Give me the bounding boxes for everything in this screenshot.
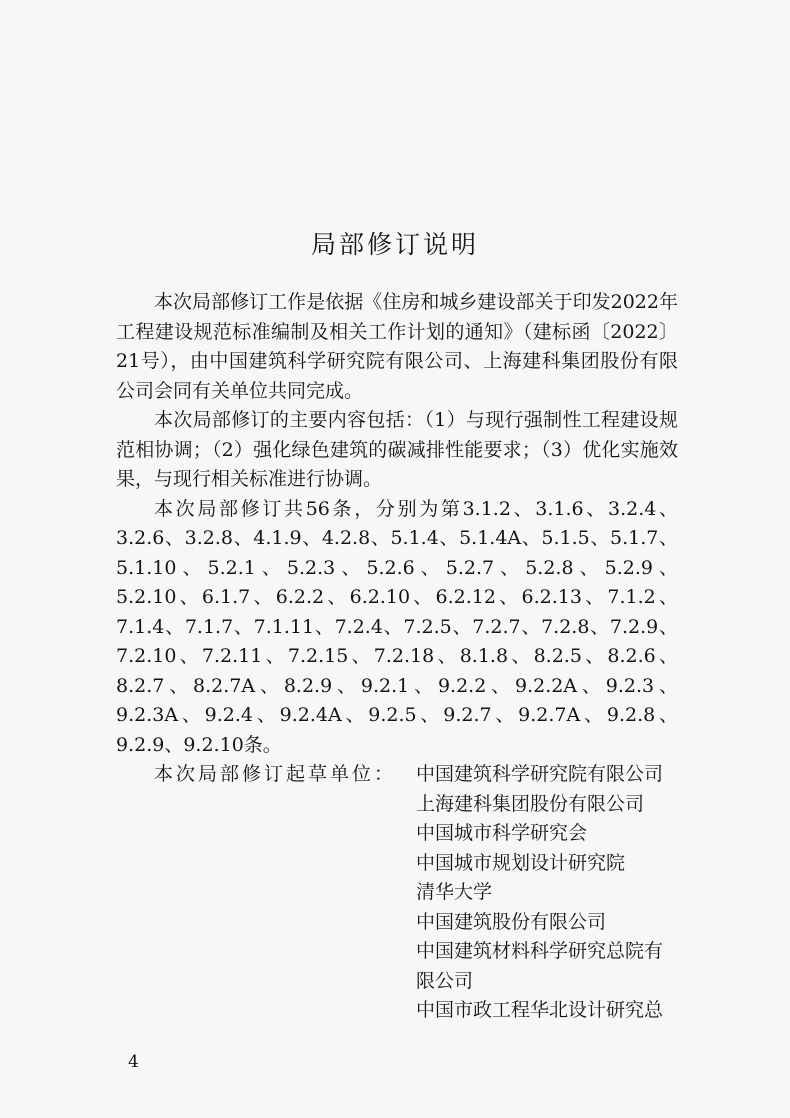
- drafting-unit: 中国城市科学研究会: [416, 822, 588, 844]
- paragraph-basis: 本次局部修订工作是依据《住房和城乡建设部关于印发2022年工程建设规范标准编制及相关工作计划的通知》（建标函〔2022〕21号），由中国建筑科学研究院有限公司、上海建科集团股份有限公司会同有关单位共同完成。: [116, 291, 678, 402]
- drafting-units-list: [416, 760, 678, 1026]
- paragraph-main-content: 本次局部修订的主要内容包括：（1）与现行强制性工程建设规范相协调；（2）强化绿色建筑的碳减排性能要求；（3）优化实施效果，与现行相关标准进行协调。: [116, 409, 678, 490]
- drafting-unit: 清华大学: [416, 881, 493, 903]
- drafting-unit: 中国建筑股份有限公司: [416, 910, 607, 933]
- paragraph-revised-clauses: 本次局部修订共56条，分别为第3.1.2、3.1.6、3.2.4、3.2.6、3.2.8、4.1.9、4.2.8、5.1.4、5.1.4A、5.1.5、5.1.7、5.1.10、5.2.1、5.2.3、5.2.6、5.2.7、5.2.8、5.2.9、5.2.10、6.1.7、6.2.2、6.2.10、6.2.12、6.2.13、7.1.2、7.1.4、7.1.7、7.1.11、7.2.4、7.2.5、7.2.7、7.2.8、7.2.9、7.2.10、7.2.11、7.2.15、7.2.18、8.1.8、8.2.5、8.2.6、8.2.7、8.2.7A、8.2.9、9.2.1、9.2.2、9.2.2A、9.2.3、9.2.3A、9.2.4、9.2.4A、9.2.5、9.2.7、9.2.7A、9.2.8、9.2.9、9.2.10条。: [116, 497, 678, 756]
- drafting-unit: 中国市政工程华北设计研究总: [416, 999, 664, 1021]
- drafting-unit: 上海建科集团股份有限公司: [416, 792, 645, 815]
- drafting-units-label: 本次局部修订起草单位：: [154, 763, 397, 785]
- drafting-unit: 中国建筑科学研究院有限公司: [416, 763, 664, 785]
- drafting-unit: 中国城市规划设计研究院: [416, 851, 626, 874]
- page-title: 局部修订说明: [310, 229, 479, 259]
- page-number: 4: [128, 1052, 139, 1072]
- document-body: [116, 288, 678, 1021]
- drafting-unit: 中国建筑材料科学研究总院有限公司: [416, 940, 664, 992]
